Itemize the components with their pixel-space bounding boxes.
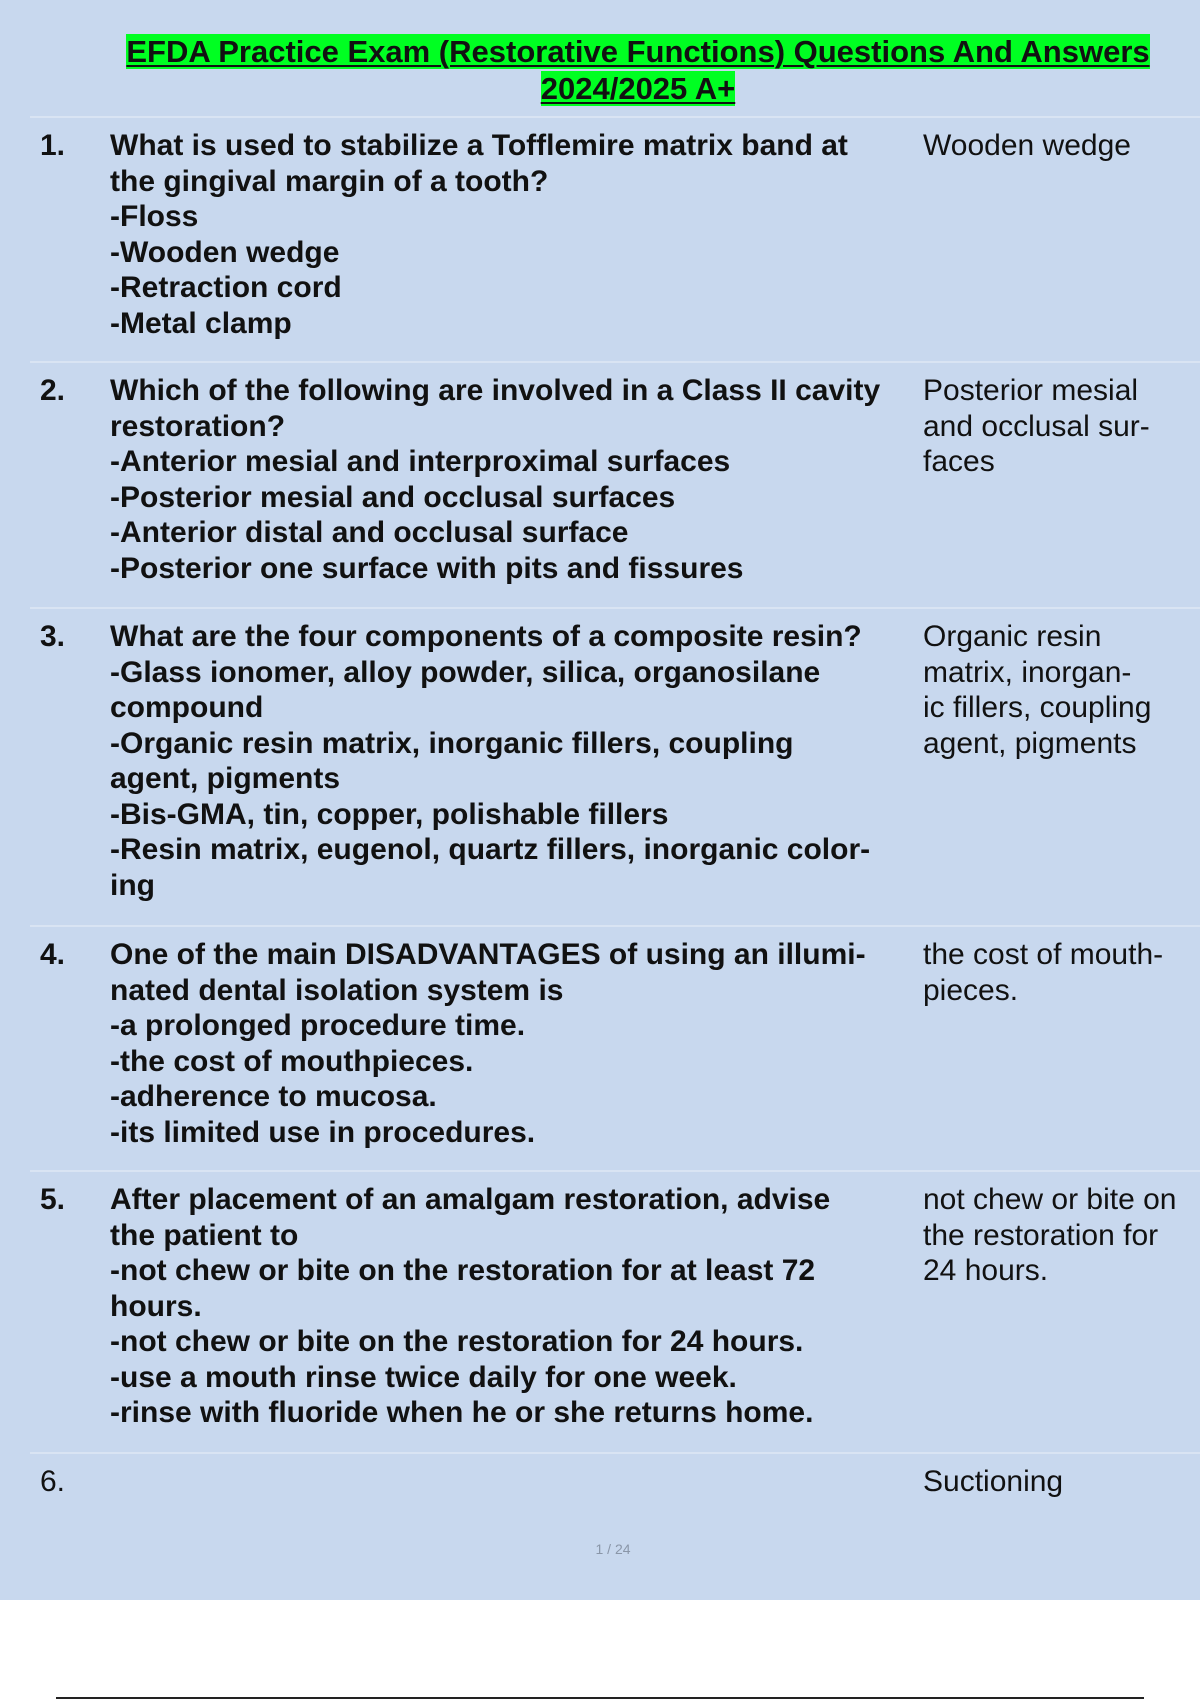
question-option: -the cost of mouthpieces. [110,1044,474,1078]
question-number: 3. [40,620,66,653]
question-number: 4. [40,938,66,971]
answer-line: ic fillers, coupling [923,691,1152,724]
question-option: -use a mouth rinse twice daily for one week. [110,1360,737,1394]
qa-item-4 [30,925,1200,1172]
question-line: the gingival margin of a tooth? [110,164,549,198]
question-option: -Retraction cord [110,271,342,304]
qa-item-5 [30,1170,1200,1454]
question-line: After placement of an amalgam restoration, advise [110,1183,831,1216]
answer-line: not chew or bite on [923,1183,1177,1216]
title-line-2: 2024/2025 A+ [540,71,736,106]
question-option: -not chew or bite on the restoration for at least 72 [110,1254,816,1287]
title-line-1: EFDA Practice Exam (Restorative Functions) Questions And Answers [126,34,1150,69]
answer-line: Posterior mesial [923,374,1139,407]
question-option: -Bis-GMA, tin, copper, polishable fillers [110,797,669,831]
question-option: -its limited use in procedures. [110,1115,536,1149]
question-option: -Resin matrix, eugenol, quartz fillers, inorganic color- [110,833,871,866]
answer-line: 24 hours. [923,1254,1049,1287]
question-option: -rinse with fluoride when he or she returns home. [110,1396,814,1429]
question-text [110,937,945,1150]
answer-line: faces [923,445,995,478]
question-option: -Organic resin matrix, inorganic fillers, coupling [110,726,794,760]
question-option: compound [110,691,264,724]
question-option: -adherence to mucosa. [110,1080,437,1113]
answer-line: Organic resin [923,620,1102,653]
question-line: nated dental isolation system is [110,973,564,1007]
question-option: -Floss [110,200,199,233]
answer-line: pieces. [923,973,1019,1007]
question-number: 6. [40,1465,66,1498]
answer-line: Wooden wedge [923,129,1131,162]
answer-text [923,1464,1193,1500]
question-option: agent, pigments [110,762,341,795]
qa-item-3 [30,607,1200,927]
question-line: the patient to [110,1218,299,1252]
question-line: What are the four components of a composite resin? [110,620,862,653]
answer-line: and occlusal sur- [923,409,1150,443]
answer-text [923,128,1193,164]
answer-text [923,373,1193,480]
question-option: -Glass ionomer, alloy powder, silica, organosilane [110,655,821,689]
question-option: ing [110,868,155,902]
question-line: Which of the following are involved in a Class II cavity [110,374,881,407]
qa-item-2 [30,361,1200,609]
question-option: -Wooden wedge [110,235,340,269]
question-text [110,373,945,586]
question-number: 1. [40,129,66,162]
page-number: 1 / 24 [595,1541,631,1557]
answer-line: Suctioning [923,1465,1064,1498]
qa-item-1 [30,116,1200,363]
question-option: -a prolonged procedure time. [110,1009,526,1042]
question-option: -Metal clamp [110,306,292,340]
answer-text [923,619,1193,761]
question-option: -Posterior mesial and occlusal surfaces [110,480,676,514]
question-text [110,1182,945,1431]
document-title [0,33,1200,107]
question-option: -Posterior one surface with pits and fissures [110,551,744,585]
question-line: restoration? [110,409,286,443]
question-number: 2. [40,374,66,407]
question-line: What is used to stabilize a Tofflemire matrix band at [110,129,848,162]
answer-line: agent, pigments [923,726,1137,760]
question-text [110,128,945,341]
answer-text [923,937,1193,1008]
answer-text [923,1182,1193,1289]
question-text [110,619,945,903]
question-number: 5. [40,1183,66,1216]
answer-line: the cost of mouth- [923,938,1164,971]
question-option: -Anterior mesial and interproximal surfaces [110,445,731,478]
answer-line: the restoration for [923,1218,1159,1252]
question-option: hours. [110,1289,202,1323]
question-option: -not chew or bite on the restoration for 24 hours. [110,1325,804,1358]
question-line: One of the main DISADVANTAGES of using an illumi- [110,938,866,971]
answer-line: matrix, inorgan- [923,655,1132,689]
page-divider [56,1697,1144,1699]
question-option: -Anterior distal and occlusal surface [110,516,629,549]
qa-item-6 [30,1452,1200,1534]
